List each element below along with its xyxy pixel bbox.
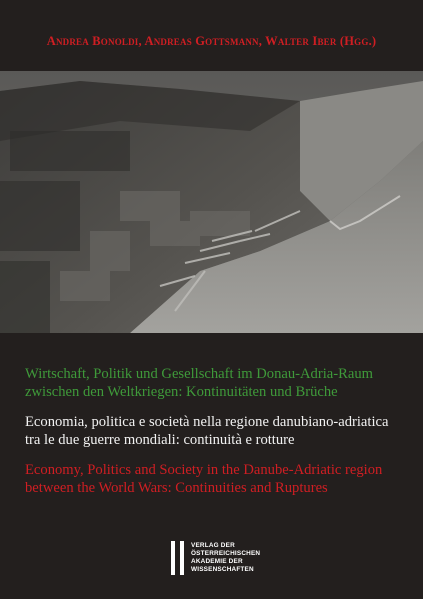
title-english-line: Economy, Politics and Society in the Danube-Adriatic region [25,462,383,478]
title-italian-line: Economia, politica e società nella regione danubiano-adriatica [25,414,389,430]
publisher-bars-icon [171,541,184,575]
publisher-name [191,542,260,575]
title-english [25,462,415,497]
publisher-line: WISSENSCHAFTEN [191,566,254,574]
title-italian [25,414,415,449]
publisher-line: ÖSTERREICHISCHEN [191,549,261,557]
authors-line: Andrea Bonoldi, Andreas Gottsmann, Walter Iber (Hgg.) [46,34,377,48]
publisher-line: VERLAG DER [191,541,235,549]
title-german [25,366,415,401]
title-english-line: between the World Wars: Continuities and Ruptures [25,479,328,496]
publisher-line: AKADEMIE DER [191,558,243,565]
publisher-logo [171,541,260,575]
title-german-line: zwischen den Weltkriegen: Kontinuitäten und Brüche [25,383,338,400]
aerial-photo [0,71,423,333]
title-italian-line: tra le due guerre mondiali: continuità e rotture [25,431,295,448]
title-german-line: Wirtschaft, Politik und Gesellschaft im Donau-Adria-Raum [25,366,373,382]
